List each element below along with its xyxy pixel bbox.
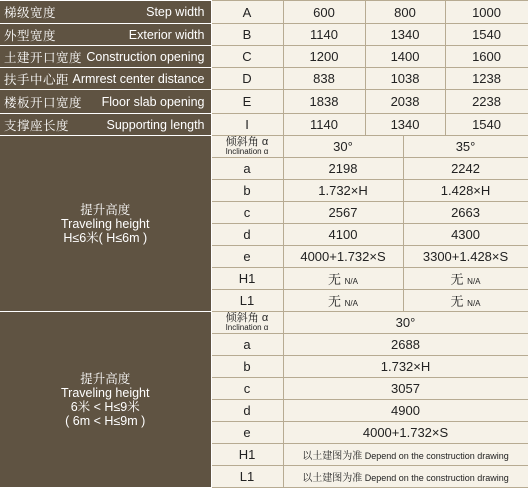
table-row [0, 46, 528, 68]
na-cell: 无 N/A [403, 268, 528, 290]
row-code: H1 [211, 444, 283, 466]
angle-cell: 30° [283, 136, 403, 158]
section-title-en: Traveling height [61, 216, 150, 231]
row-code: b [211, 180, 283, 202]
row-code: c [211, 378, 283, 400]
value-cell: 1038 [365, 68, 445, 90]
row-code: C [211, 46, 283, 68]
value-cell: 1140 [283, 24, 365, 46]
depend-cell: 以土建图为准 Depend on the construction drawing [283, 444, 528, 466]
value-cell: 600 [283, 1, 365, 24]
section-header-h6 [0, 136, 211, 312]
row-code: L1 [211, 466, 283, 488]
table-row [0, 136, 528, 158]
section-header-h9 [0, 312, 211, 488]
section-range-en: ( 6m < H≤9m ) [65, 413, 146, 428]
value-cell: 4000+1.732×S [283, 422, 528, 444]
value-cell: 2663 [403, 202, 528, 224]
value-cell: 4000+1.732×S [283, 246, 403, 268]
inclination-label: 倾斜角 α Inclination α [211, 312, 283, 334]
table-row [0, 24, 528, 46]
row-label: 楼板开口宽度 Floor slab opening [0, 90, 211, 114]
value-cell: 1.428×H [403, 180, 528, 202]
row-code: E [211, 90, 283, 114]
row-code: I [211, 114, 283, 136]
value-cell: 2688 [283, 334, 528, 356]
value-cell: 800 [365, 1, 445, 24]
row-code: A [211, 1, 283, 24]
row-code: b [211, 356, 283, 378]
row-label: 外型宽度 Exterior width [0, 24, 211, 46]
section-title-zh: 提升高度 [80, 371, 131, 386]
value-cell: 1838 [283, 90, 365, 114]
row-code: e [211, 422, 283, 444]
value-cell: 4900 [283, 400, 528, 422]
row-code: D [211, 68, 283, 90]
value-cell: 1340 [365, 24, 445, 46]
value-cell: 3300+1.428×S [403, 246, 528, 268]
value-cell: 2198 [283, 158, 403, 180]
na-cell: 无 N/A [283, 268, 403, 290]
angle-cell: 30° [283, 312, 528, 334]
row-label: 土建开口宽度 Construction opening [0, 46, 211, 68]
table-row [0, 312, 528, 334]
row-code: c [211, 202, 283, 224]
row-code: B [211, 24, 283, 46]
row-code: L1 [211, 290, 283, 312]
row-label: 支撑座长度 Supporting length [0, 114, 211, 136]
value-cell: 2238 [445, 90, 528, 114]
na-cell: 无 N/A [283, 290, 403, 312]
depend-cell: 以土建图为准 Depend on the construction drawing [283, 466, 528, 488]
row-code: H1 [211, 268, 283, 290]
section-title-zh: 提升高度 [80, 202, 131, 217]
value-cell: 1540 [445, 114, 528, 136]
inclination-label: 倾斜角 α Inclination α [211, 136, 283, 158]
value-cell: 838 [283, 68, 365, 90]
value-cell: 3057 [283, 378, 528, 400]
table-row [0, 68, 528, 90]
row-code: d [211, 224, 283, 246]
value-cell: 1.732×H [283, 180, 403, 202]
row-code: a [211, 334, 283, 356]
value-cell: 1540 [445, 24, 528, 46]
row-code: d [211, 400, 283, 422]
value-cell: 1000 [445, 1, 528, 24]
value-cell: 1238 [445, 68, 528, 90]
table-row [0, 114, 528, 136]
row-code: e [211, 246, 283, 268]
na-cell: 无 N/A [403, 290, 528, 312]
value-cell: 1.732×H [283, 356, 528, 378]
table-row [0, 90, 528, 114]
table-row [0, 1, 528, 24]
row-code: a [211, 158, 283, 180]
section-range-zh: 6米 < H≤9米 [70, 399, 140, 414]
section-title-en: Traveling height [61, 385, 150, 400]
value-cell: 1200 [283, 46, 365, 68]
value-cell: 4300 [403, 224, 528, 246]
angle-cell: 35° [403, 136, 528, 158]
value-cell: 2038 [365, 90, 445, 114]
value-cell: 1400 [365, 46, 445, 68]
value-cell: 1140 [283, 114, 365, 136]
value-cell: 2242 [403, 158, 528, 180]
value-cell: 1600 [445, 46, 528, 68]
value-cell: 4100 [283, 224, 403, 246]
value-cell: 2567 [283, 202, 403, 224]
value-cell: 1340 [365, 114, 445, 136]
row-label: 扶手中心距 Armrest center distance [0, 68, 211, 90]
row-label: 梯级宽度 Step width [0, 1, 211, 24]
section-range: H≤6米( H≤6m ) [63, 230, 148, 245]
